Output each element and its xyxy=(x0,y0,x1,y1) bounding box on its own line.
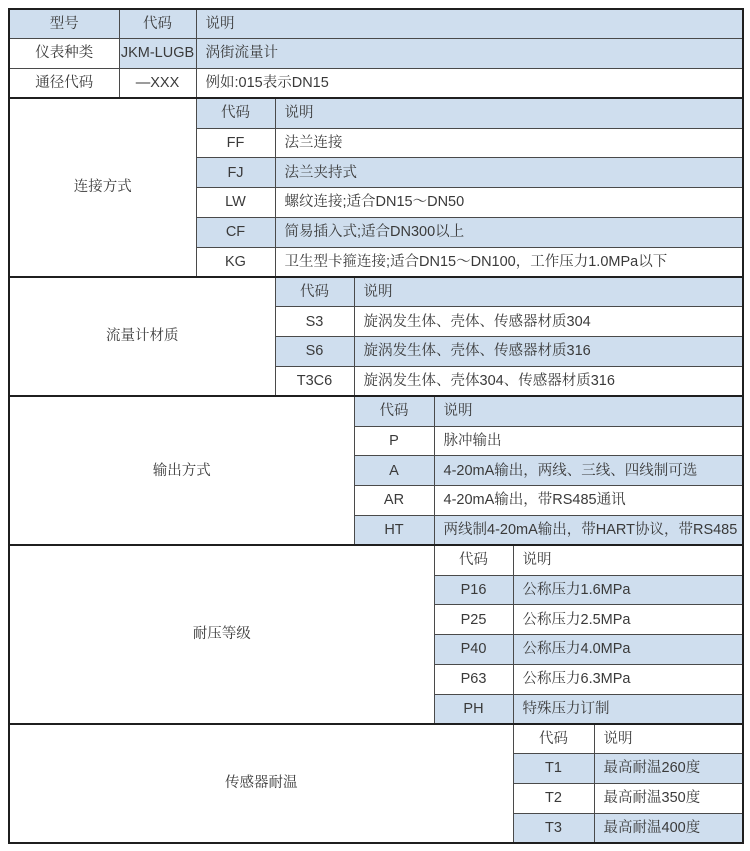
desc-cell: 特殊压力订制 xyxy=(513,694,743,724)
subheader-code-cell: 代码 xyxy=(354,396,434,426)
table-row xyxy=(9,98,743,128)
section-output-mode-label: 输出方式 xyxy=(9,396,354,545)
code-cell: P xyxy=(354,426,434,456)
table-row xyxy=(9,69,743,99)
desc-cell: 脉冲输出 xyxy=(434,426,743,456)
desc-cell: 最高耐温260度 xyxy=(594,754,743,784)
diameter-code-code: —XXX xyxy=(119,69,196,99)
section-material-label: 流量计材质 xyxy=(9,277,275,396)
desc-cell: 4-20mA输出，带RS485通讯 xyxy=(434,486,743,516)
desc-cell: 公称压力6.3MPa xyxy=(513,665,743,695)
code-cell: S3 xyxy=(275,307,354,337)
instrument-type-desc: 涡街流量计 xyxy=(196,39,743,69)
table-row xyxy=(9,39,743,69)
subheader-code-cell: 代码 xyxy=(196,98,275,128)
section-pressure-rating-label: 耐压等级 xyxy=(9,545,434,724)
instrument-type-label: 仪表种类 xyxy=(9,39,119,69)
table-row xyxy=(9,545,743,575)
desc-cell: 最高耐温400度 xyxy=(594,814,743,844)
code-cell: P40 xyxy=(434,635,513,665)
spec-table xyxy=(8,8,744,844)
desc-cell: 旋涡发生体、壳体、传感器材质304 xyxy=(354,307,743,337)
desc-cell: 简易插入式;适合DN300以上 xyxy=(275,218,743,248)
code-cell: T3C6 xyxy=(275,367,354,397)
desc-cell: 公称压力2.5MPa xyxy=(513,605,743,635)
code-cell: T3 xyxy=(513,814,594,844)
desc-cell: 螺纹连接;适合DN15～DN50 xyxy=(275,188,743,218)
desc-cell: 4-20mA输出，两线、三线、四线制可选 xyxy=(434,456,743,486)
desc-cell: 卫生型卡箍连接;适合DN15～DN100，工作压力1.0MPa以下 xyxy=(275,247,743,277)
subheader-desc-cell: 说明 xyxy=(594,724,743,754)
code-cell: CF xyxy=(196,218,275,248)
desc-cell: 法兰连接 xyxy=(275,128,743,158)
header-desc-cell: 说明 xyxy=(196,9,743,39)
table-header-row xyxy=(9,9,743,39)
instrument-type-code: JKM-LUGB xyxy=(119,39,196,69)
subheader-desc-cell: 说明 xyxy=(434,396,743,426)
code-cell: KG xyxy=(196,247,275,277)
diameter-code-label: 通径代码 xyxy=(9,69,119,99)
table-row xyxy=(9,277,743,307)
code-cell: P63 xyxy=(434,665,513,695)
table-row xyxy=(9,396,743,426)
desc-cell: 公称压力4.0MPa xyxy=(513,635,743,665)
desc-cell: 最高耐温350度 xyxy=(594,784,743,814)
desc-cell: 法兰夹持式 xyxy=(275,158,743,188)
subheader-code-cell: 代码 xyxy=(434,545,513,575)
subheader-desc-cell: 说明 xyxy=(354,277,743,307)
code-cell: T1 xyxy=(513,754,594,784)
code-cell: FF xyxy=(196,128,275,158)
subheader-code-cell: 代码 xyxy=(513,724,594,754)
code-cell: P16 xyxy=(434,575,513,605)
table-row xyxy=(9,724,743,754)
header-code-cell: 代码 xyxy=(119,9,196,39)
subheader-code-cell: 代码 xyxy=(275,277,354,307)
section-connection-type-label: 连接方式 xyxy=(9,98,196,277)
section-temp-rating-label: 传感器耐温 xyxy=(9,724,513,843)
diameter-code-desc: 例如:015表示DN15 xyxy=(196,69,743,99)
code-cell: T2 xyxy=(513,784,594,814)
code-cell: A xyxy=(354,456,434,486)
desc-cell: 公称压力1.6MPa xyxy=(513,575,743,605)
code-cell: FJ xyxy=(196,158,275,188)
code-cell: PH xyxy=(434,694,513,724)
desc-cell: 旋涡发生体、壳体304、传感器材质316 xyxy=(354,367,743,397)
code-cell: AR xyxy=(354,486,434,516)
code-cell: LW xyxy=(196,188,275,218)
header-model-cell: 型号 xyxy=(9,9,119,39)
code-cell: HT xyxy=(354,516,434,546)
code-cell: P25 xyxy=(434,605,513,635)
code-cell: S6 xyxy=(275,337,354,367)
subheader-desc-cell: 说明 xyxy=(513,545,743,575)
desc-cell: 旋涡发生体、壳体、传感器材质316 xyxy=(354,337,743,367)
subheader-desc-cell: 说明 xyxy=(275,98,743,128)
desc-cell: 两线制4-20mA输出，带HART协议，带RS485 xyxy=(434,516,743,546)
